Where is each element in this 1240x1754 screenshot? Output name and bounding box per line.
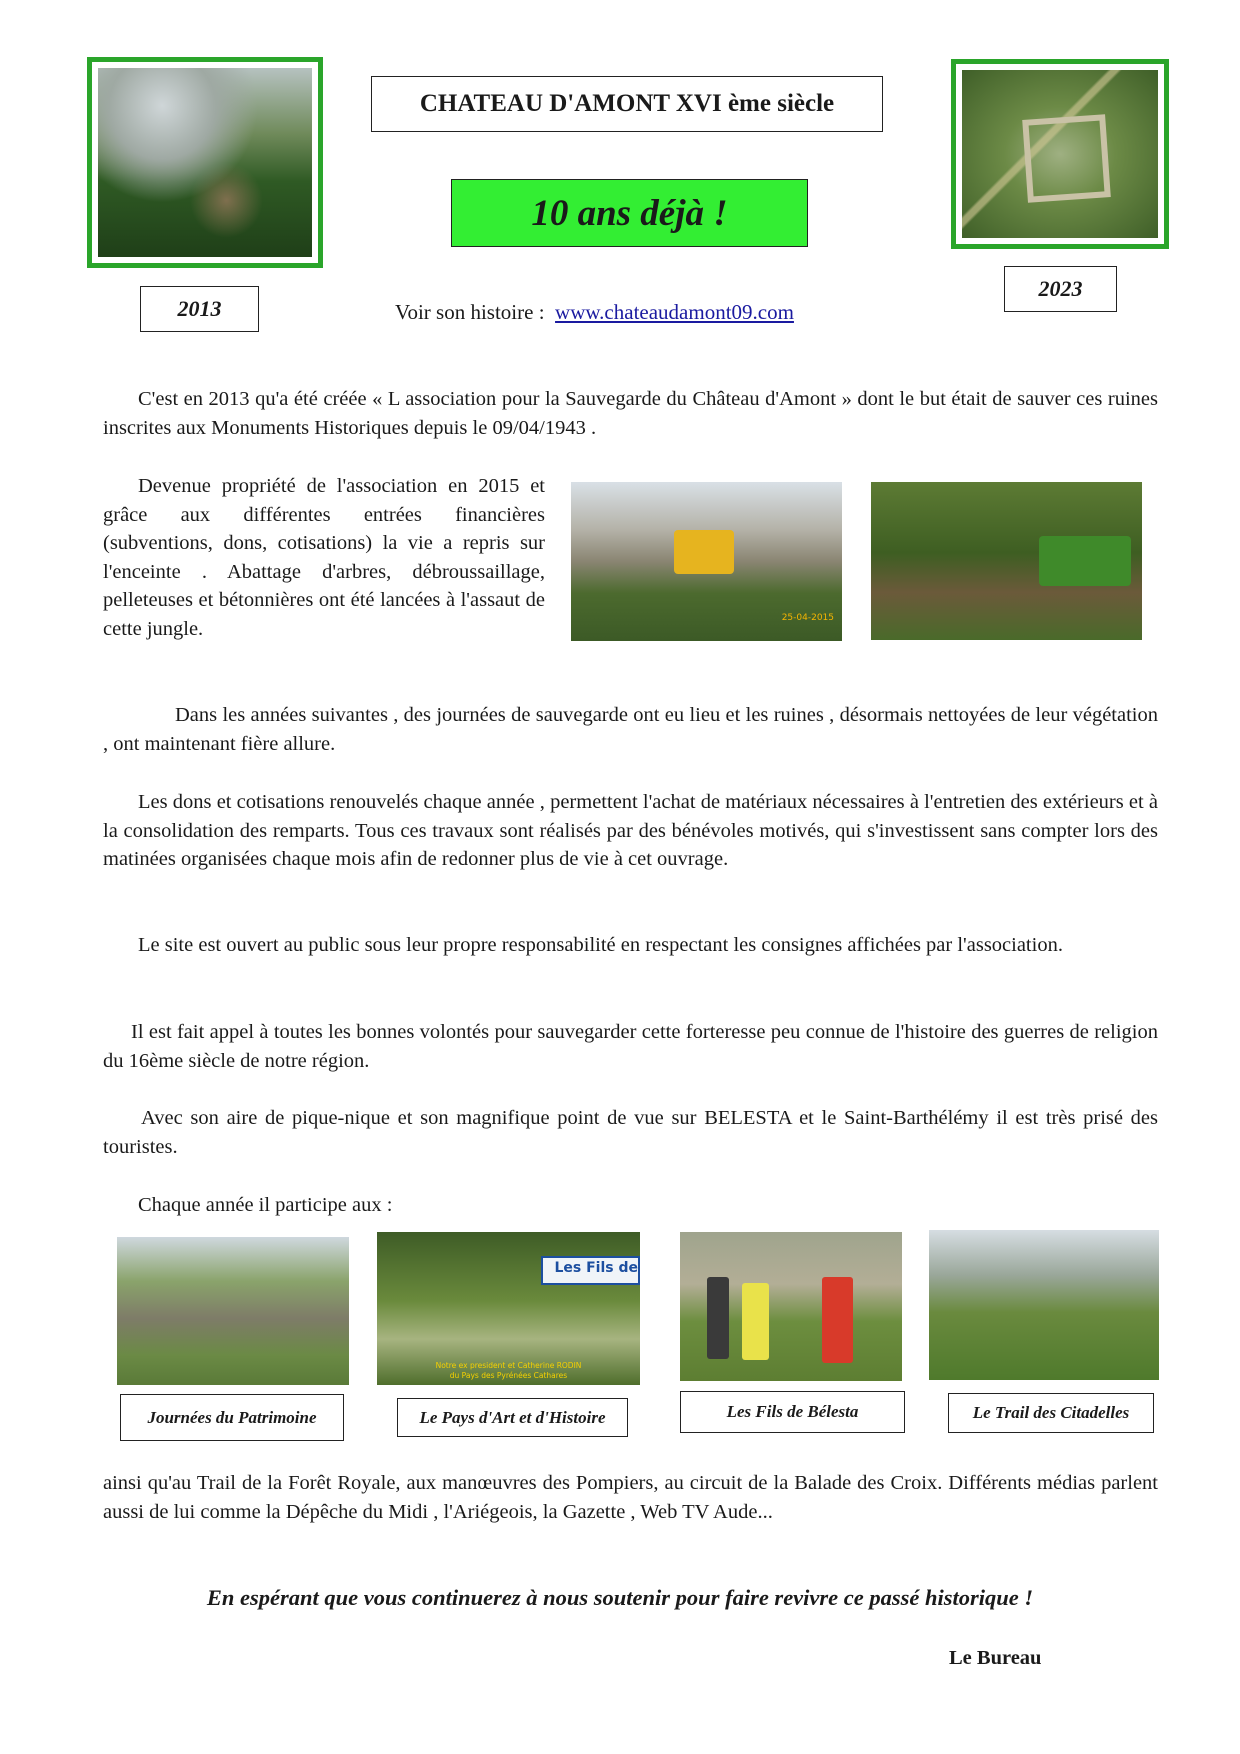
history-line <box>395 300 794 325</box>
page-title: CHATEAU D'AMONT XVI ème siècle <box>371 76 883 132</box>
closing-message: En espérant que vous continuerez à nous soutenir pour faire revivre ce passé historique ! <box>206 1585 1034 1610</box>
event-photo-fils-belesta <box>680 1232 902 1381</box>
history-link[interactable]: www.chateaudamont09.com <box>555 300 794 324</box>
paragraph-participates: Chaque année il participe aux : <box>138 1194 393 1216</box>
aerial-photo-2023 <box>951 59 1169 249</box>
paragraph-media: ainsi qu'au Trail de la Forêt Royale, aux manœuvres des Pompiers, au circuit de la Balade des Croix. Différents médias parlent aussi de lui comme la Dépêche du Midi , l'Ariégeois, la Gazette , Web TV Aude... <box>103 1472 1158 1523</box>
paragraph-appeal: Il est fait appel à toutes les bonnes volontés pour sauvegarder cette forteresse peu connue de l'histoire des guerres de religion du 16ème siècle de notre région. <box>103 1021 1158 1072</box>
photo-caption-overlay: Notre ex president et Catherine RODIN du Pays des Pyrénées Cathares <box>435 1361 582 1380</box>
photo-banner-text: Les Fils de <box>554 1259 638 1276</box>
paragraph-next-years: Dans les années suivantes , des journées de sauvegarde ont eu lieu et les ruines , désormais nettoyées de leur végétation , ont maintenant fière allure. <box>103 704 1158 755</box>
work-photo-excavator <box>571 482 842 641</box>
event-photo-patrimoine <box>117 1237 349 1385</box>
event-caption-pays-art-histoire: Le Pays d'Art et d'Histoire <box>397 1398 628 1437</box>
event-caption-patrimoine: Journées du Patrimoine <box>120 1394 344 1441</box>
paragraph-donations: Les dons et cotisations renouvelés chaque année , permettent l'achat de matériaux nécessaires à l'entretien des extérieurs et à la consolidation des remparts. Tous ces travaux sont réalisés par des bénévoles motivés, qui s'investissent sans compter lors des matinées organisées chaque mois afin de redonner plus de vie à cet ouvrage. <box>103 791 1158 870</box>
event-caption-trail-citadelles: Le Trail des Citadelles <box>948 1393 1154 1433</box>
year-label-right: 2023 <box>1004 266 1117 312</box>
paragraph-picnic: Avec son aire de pique-nique et son magnifique point de vue sur BELESTA et le Saint-Barthélémy il est très prisé des touristes. <box>103 1107 1158 1158</box>
work-photo-forestry-machine <box>871 482 1142 640</box>
anniversary-banner: 10 ans déjà ! <box>451 179 808 247</box>
event-photo-pays-art-histoire <box>377 1232 640 1385</box>
event-photo-trail-citadelles <box>929 1230 1159 1380</box>
paragraph-site-open: Le site est ouvert au public sous leur propre responsabilité en respectant les consignes affichées par l'association. <box>138 934 1063 956</box>
aerial-photo-2013 <box>87 57 323 268</box>
photo-date-stamp: 25-04-2015 <box>781 613 834 623</box>
event-caption-fils-belesta: Les Fils de Bélesta <box>680 1391 905 1433</box>
history-label: Voir son histoire : <box>395 300 545 324</box>
signature: Le Bureau <box>949 1647 1042 1669</box>
paragraph-intro: C'est en 2013 qu'a été créée « L association pour la Sauvegarde du Château d'Amont » dont le but était de sauver ces ruines inscrites aux Monuments Historiques depuis le 09/04/1943 . <box>103 388 1158 439</box>
paragraph-ownership: Devenue propriété de l'association en 2015 et grâce aux différentes entrées financières (subventions, dons, cotisations) la vie a repris sur l'enceinte . Abattage d'arbres, débroussaillage, pelleteuses et bétonnières ont été lancées à l'assaut de cette jungle. <box>103 475 545 640</box>
year-label-left: 2013 <box>140 286 259 332</box>
